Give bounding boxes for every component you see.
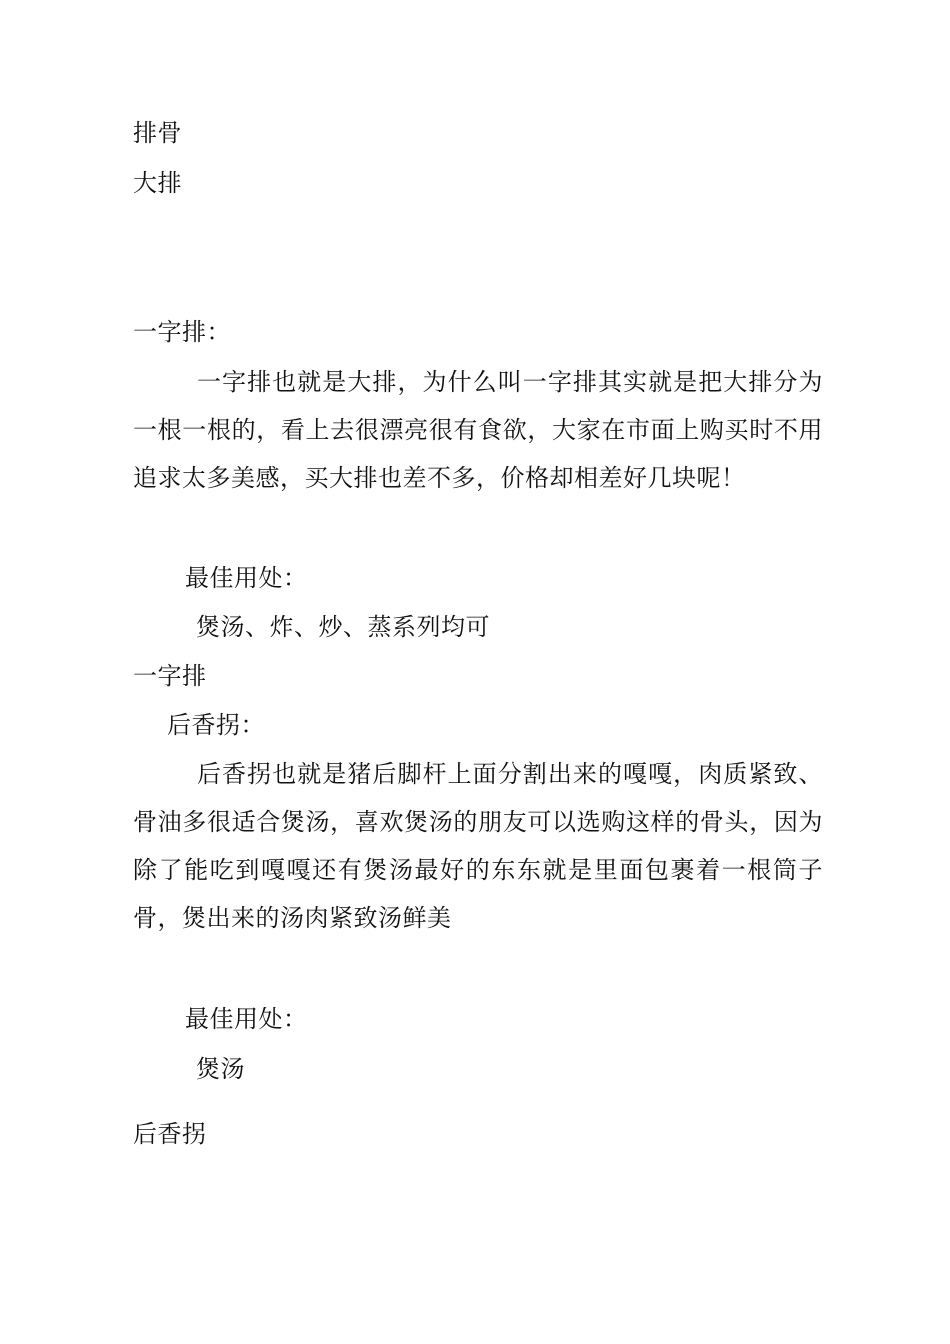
section-heading-yizipai: 一字排： [133,318,231,346]
section-body-yizipai: 一字排也就是大排，为什么叫一字排其实就是把大排分为一根一根的，看上去很漂亮很有食欲，大家在市面上购买时不用追求太多美感，买大排也差不多，价格却相差好几块呢！ [133,368,823,492]
best-use-label-yizipai: 最佳用处： [185,564,308,592]
best-use-label-houxiangguai: 最佳用处： [185,1005,308,1033]
best-use-value-yizipai: 煲汤、炸、炒、蒸系列均可 [196,613,490,641]
best-use-value-houxiangguai: 煲汤 [196,1055,245,1083]
section-body-houxiangguai: 后香拐也就是猪后脚杆上面分割出来的嘎嘎，肉质紧致、骨油多很适合煲汤，喜欢煲汤的朋友可以选购这样的骨头，因为除了能吃到嘎嘎还有煲汤最好的东东就是里面包裹着一根筒子骨，煲出来的汤肉紧致汤鲜美 [133,760,823,932]
title-pork-ribs: 排骨 [133,119,182,147]
title-big-chop: 大排 [133,169,182,197]
section-heading-houxiangguai: 后香拐： [167,711,265,739]
image-caption-houxiangguai: 后香拐 [133,1120,207,1148]
image-caption-yizipai: 一字排 [133,662,207,690]
